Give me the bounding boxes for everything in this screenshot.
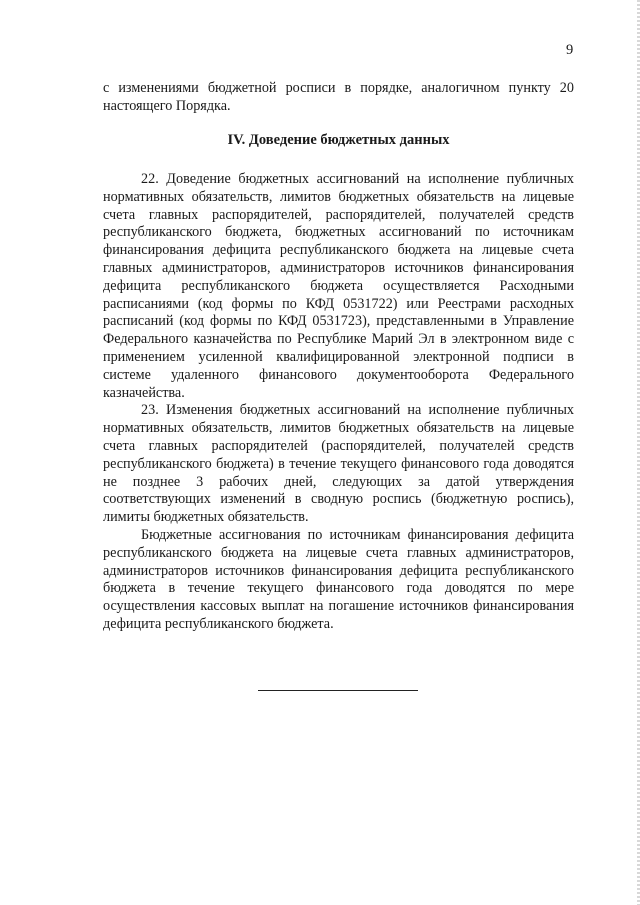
- intro-text: с изменениями бюджетной росписи в порядке, аналогичном пункту 20 настоящего Порядка.: [103, 80, 574, 114]
- page-number: 9: [566, 42, 574, 58]
- paragraph-23: 23. Изменения бюджетных ассигнований на исполнение публичных нормативных обязательств, лимитов бюджетных обязательств на лицевые счета главных распорядителей (распорядителей, получателей средств республиканского бюджета) в течение текущего финансового года доводятся не позднее 3 рабочих дней, следующих за датой утверждения соответствующих изменений в сводную роспись (бюджетную роспись), лимиты бюджетных обязательств.: [103, 402, 574, 526]
- section-body: [103, 171, 574, 634]
- section-heading: IV. Доведение бюджетных данных: [227, 132, 450, 148]
- paragraph-sources: Бюджетные ассигнования по источникам финансирования дефицита республиканского бюджета на лицевые счета главных администраторов, администраторов источников финансирования дефицита республиканского бюджета в течение текущего финансового года доводятся по мере осуществления кассовых выплат на погашение источников финансирования дефицита республиканского бюджета.: [103, 526, 574, 632]
- paragraph-22: 22. Доведение бюджетных ассигнований на исполнение публичных нормативных обязательств, лимитов бюджетных обязательств на лицевые счета главных распорядителей, распорядителей, получателей средств республиканского бюджета, бюджетных ассигнований по источникам финансирования дефицита республиканского бюджета на лицевые счета главных администраторов, администраторов источников финансирования дефицита республиканского бюджета осуществляется Расходными расписаниями (код формы по КФД 0531722) или Реестрами расходных расписаний (код формы по КФД 0531723), представленными в Управление Федерального казначейства по Республике Марий Эл в электронном виде с применением усиленной квалифицированной электронной подписи в системе удаленного финансового документооборота Федерального казначейства.: [103, 171, 574, 401]
- intro-paragraph: [103, 80, 574, 116]
- closing-divider: [258, 690, 418, 691]
